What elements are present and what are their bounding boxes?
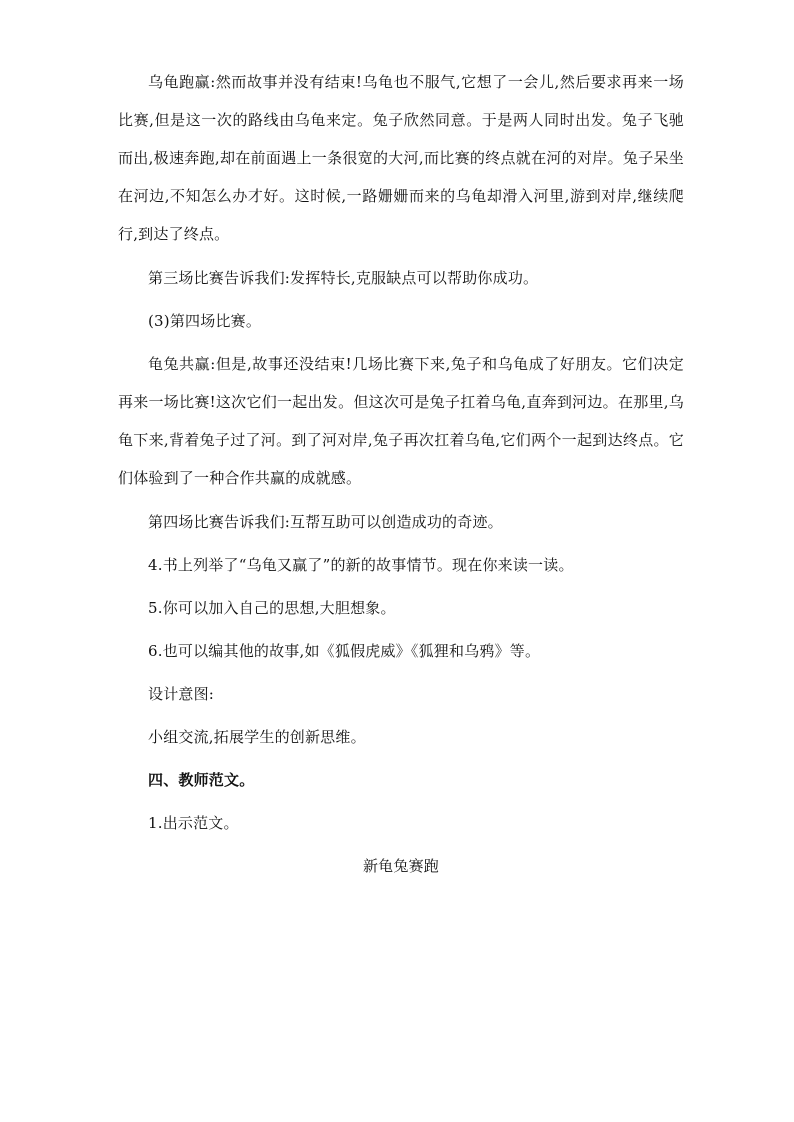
paragraph-show-sample: 1.出示范文。: [148, 814, 239, 832]
design-intent-label: 设计意图:: [148, 685, 215, 703]
paragraph-win-win: 龟兔共赢:但是,故事还没结束!几场比赛下来,兔子和乌龟成了好朋友。它们决定再来一场比赛!这次它们一起出发。但这次可是兔子扛着乌龟,直奔到河边。在那里,乌龟下来,背着兔子过了河。到了河对岸,兔子再次扛着乌龟,它们两个一起到达终点。它们体验到了一种合作共赢的成就感。: [118, 355, 684, 487]
paragraph-item-6: 6.也可以编其他的故事,如《狐假虎威》《狐狸和乌鸦》等。: [148, 642, 541, 660]
paragraph-item-4: 4.书上列举了“乌龟又赢了”的新的故事情节。现在你来读一读。: [148, 556, 574, 574]
section-heading-teacher-sample: 四、教师范文。: [148, 771, 255, 789]
sample-essay-title: 新龟兔赛跑: [362, 857, 439, 875]
document-body: [118, 63, 684, 890]
paragraph-fourth-race-heading: (3)第四场比赛。: [148, 312, 262, 330]
paragraph-item-5: 5.你可以加入自己的思想,大胆想象。: [148, 599, 396, 617]
design-intent-text: 小组交流,拓展学生的创新思维。: [148, 728, 366, 746]
paragraph-fourth-race-lesson: 第四场比赛告诉我们:互帮互助可以创造成功的奇迹。: [148, 513, 503, 531]
paragraph-third-race-lesson: 第三场比赛告诉我们:发挥特长,克服缺点可以帮助你成功。: [148, 269, 539, 287]
paragraph-turtle-wins: 乌龟跑赢:然而故事并没有结束!乌龟也不服气,它想了一会儿,然后要求再来一场比赛,但是这一次的路线由乌龟来定。兔子欣然同意。于是两人同时出发。兔子飞驰而出,极速奔跑,却在前面遇上一条很宽的大河,而比赛的终点就在河的对岸。兔子呆坐在河边,不知怎么办才好。这时候,一路姗姗而来的乌龟却滑入河里,游到对岸,继续爬行,到达了终点。: [118, 73, 684, 243]
